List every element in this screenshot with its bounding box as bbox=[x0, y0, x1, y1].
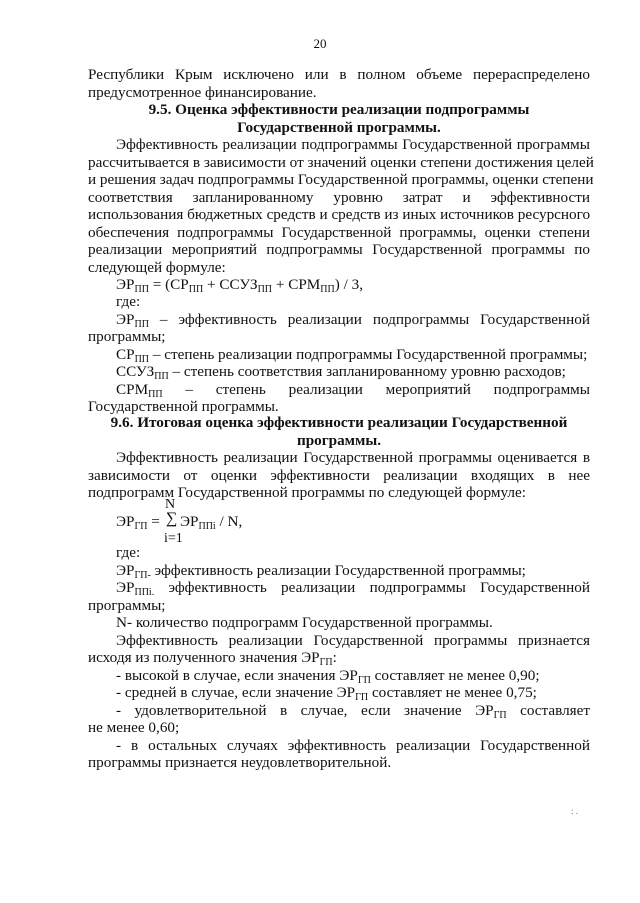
section-heading-9-6: 9.6. Итоговая оценка эффективности реализации Государственной bbox=[110, 414, 568, 431]
text-line: и решения задач подпрограммы Государственной программы, оценки степени bbox=[88, 171, 594, 188]
where-label: где: bbox=[116, 293, 141, 310]
section-heading-9-6-cont: программы. bbox=[296, 432, 382, 449]
definition-srm-pp: $СРМ_{ПП}$ – степень реализации мероприятий подпрограммы bbox=[116, 381, 591, 400]
formula-rhs: $ЭР_{ППi}$ / N, bbox=[180, 513, 243, 532]
criterion-high: - высокой в случае, если значения $ЭР_{ГП}$ составляет не менее 0,90; bbox=[116, 667, 540, 686]
text-line: не менее 0,60; bbox=[88, 719, 180, 736]
criterion-unsatisfactory: - в остальных случаях эффективность реализации Государственной bbox=[116, 737, 590, 754]
formula-lhs: $ЭР_{ГП}$ = bbox=[116, 513, 160, 532]
sum-lower-limit: i=1 bbox=[164, 531, 183, 546]
text-line: программы; bbox=[88, 597, 166, 614]
criterion-medium: - средней в случае, если значение $ЭР_{ГП}$ составляет не менее 0,75; bbox=[116, 684, 537, 703]
formula-er-gp bbox=[116, 497, 316, 547]
text-line: реализации мероприятий подпрограммы Государственной программы по bbox=[88, 241, 590, 258]
section-heading-9-5: 9.5. Оценка эффективности реализации подпрограммы bbox=[148, 101, 530, 118]
definition-er-gp: $ЭР_{ГП-}$ эффективность реализации Государственной программы; bbox=[116, 562, 526, 581]
text-line: подпрограмм Государственной программы по следующей формуле: bbox=[88, 484, 526, 501]
text-line: рассчитывается в зависимости от значений оценки степени достижения целей bbox=[88, 154, 594, 171]
text-line: соответствия запланированному уровню затрат и эффективности bbox=[88, 189, 590, 206]
text-line: предусмотренное финансирование. bbox=[88, 84, 317, 101]
page-number: 20 bbox=[313, 36, 327, 51]
definition-er-pp: $ЭР_{ПП}$ – эффективность реализации подпрограммы Государственной bbox=[116, 311, 591, 330]
text-line: программы признается неудовлетворительной. bbox=[88, 754, 392, 771]
text-line: Эффективность реализации Государственной программы признается bbox=[116, 632, 590, 649]
sum-upper-limit: N bbox=[165, 497, 176, 512]
formula-er-pp: $ЭР_{ПП} = (СР_{ПП}$ + $ССУЗ_{ПП} + СРМ_{ПП}) / 3$, bbox=[116, 276, 363, 295]
text-line: Эффективность реализации подпрограммы Государственной программы bbox=[116, 136, 590, 153]
scan-artifact: : . bbox=[571, 806, 579, 816]
definition-ssuz-pp: $ССУЗ_{ПП}$ – степень соответствия запланированному уровню расходов; bbox=[116, 363, 566, 382]
sigma-symbol: ∑ bbox=[166, 510, 178, 527]
where-label: где: bbox=[116, 544, 141, 561]
text-line: зависимости от оценки эффективности реализации входящих в нее bbox=[88, 467, 590, 484]
text-line: обеспечения подпрограммы Государственной программы, оценки степени bbox=[88, 224, 590, 241]
text-line: Республики Крым исключено или в полном объеме перераспределено bbox=[88, 66, 590, 83]
text-line: использования бюджетных средств и средств из иных источников ресурсного bbox=[88, 206, 591, 223]
text-line: исходя из полученного значения $ЭР_{ГП}$: bbox=[88, 649, 337, 668]
text-line: следующей формуле: bbox=[88, 259, 226, 276]
text-line: Государственной программы. bbox=[88, 398, 279, 415]
text-line: N- количество подпрограмм Государственной программы. bbox=[116, 614, 493, 631]
text-line: программы; bbox=[88, 328, 166, 345]
definition-er-ppi: $ЭР_{ППi.}$ эффективность реализации подпрограммы Государственной bbox=[116, 579, 590, 598]
criterion-satisfactory: - удовлетворительной в случае, если значение $ЭР_{ГП}$ составляет bbox=[116, 702, 591, 721]
text-line: Эффективность реализации Государственной программы оценивается в bbox=[116, 449, 590, 466]
section-heading-9-5-cont: Государственной программы. bbox=[237, 119, 441, 136]
definition-sr-pp: $СР_{ПП}$ – степень реализации подпрограммы Государственной программы; bbox=[116, 346, 588, 365]
